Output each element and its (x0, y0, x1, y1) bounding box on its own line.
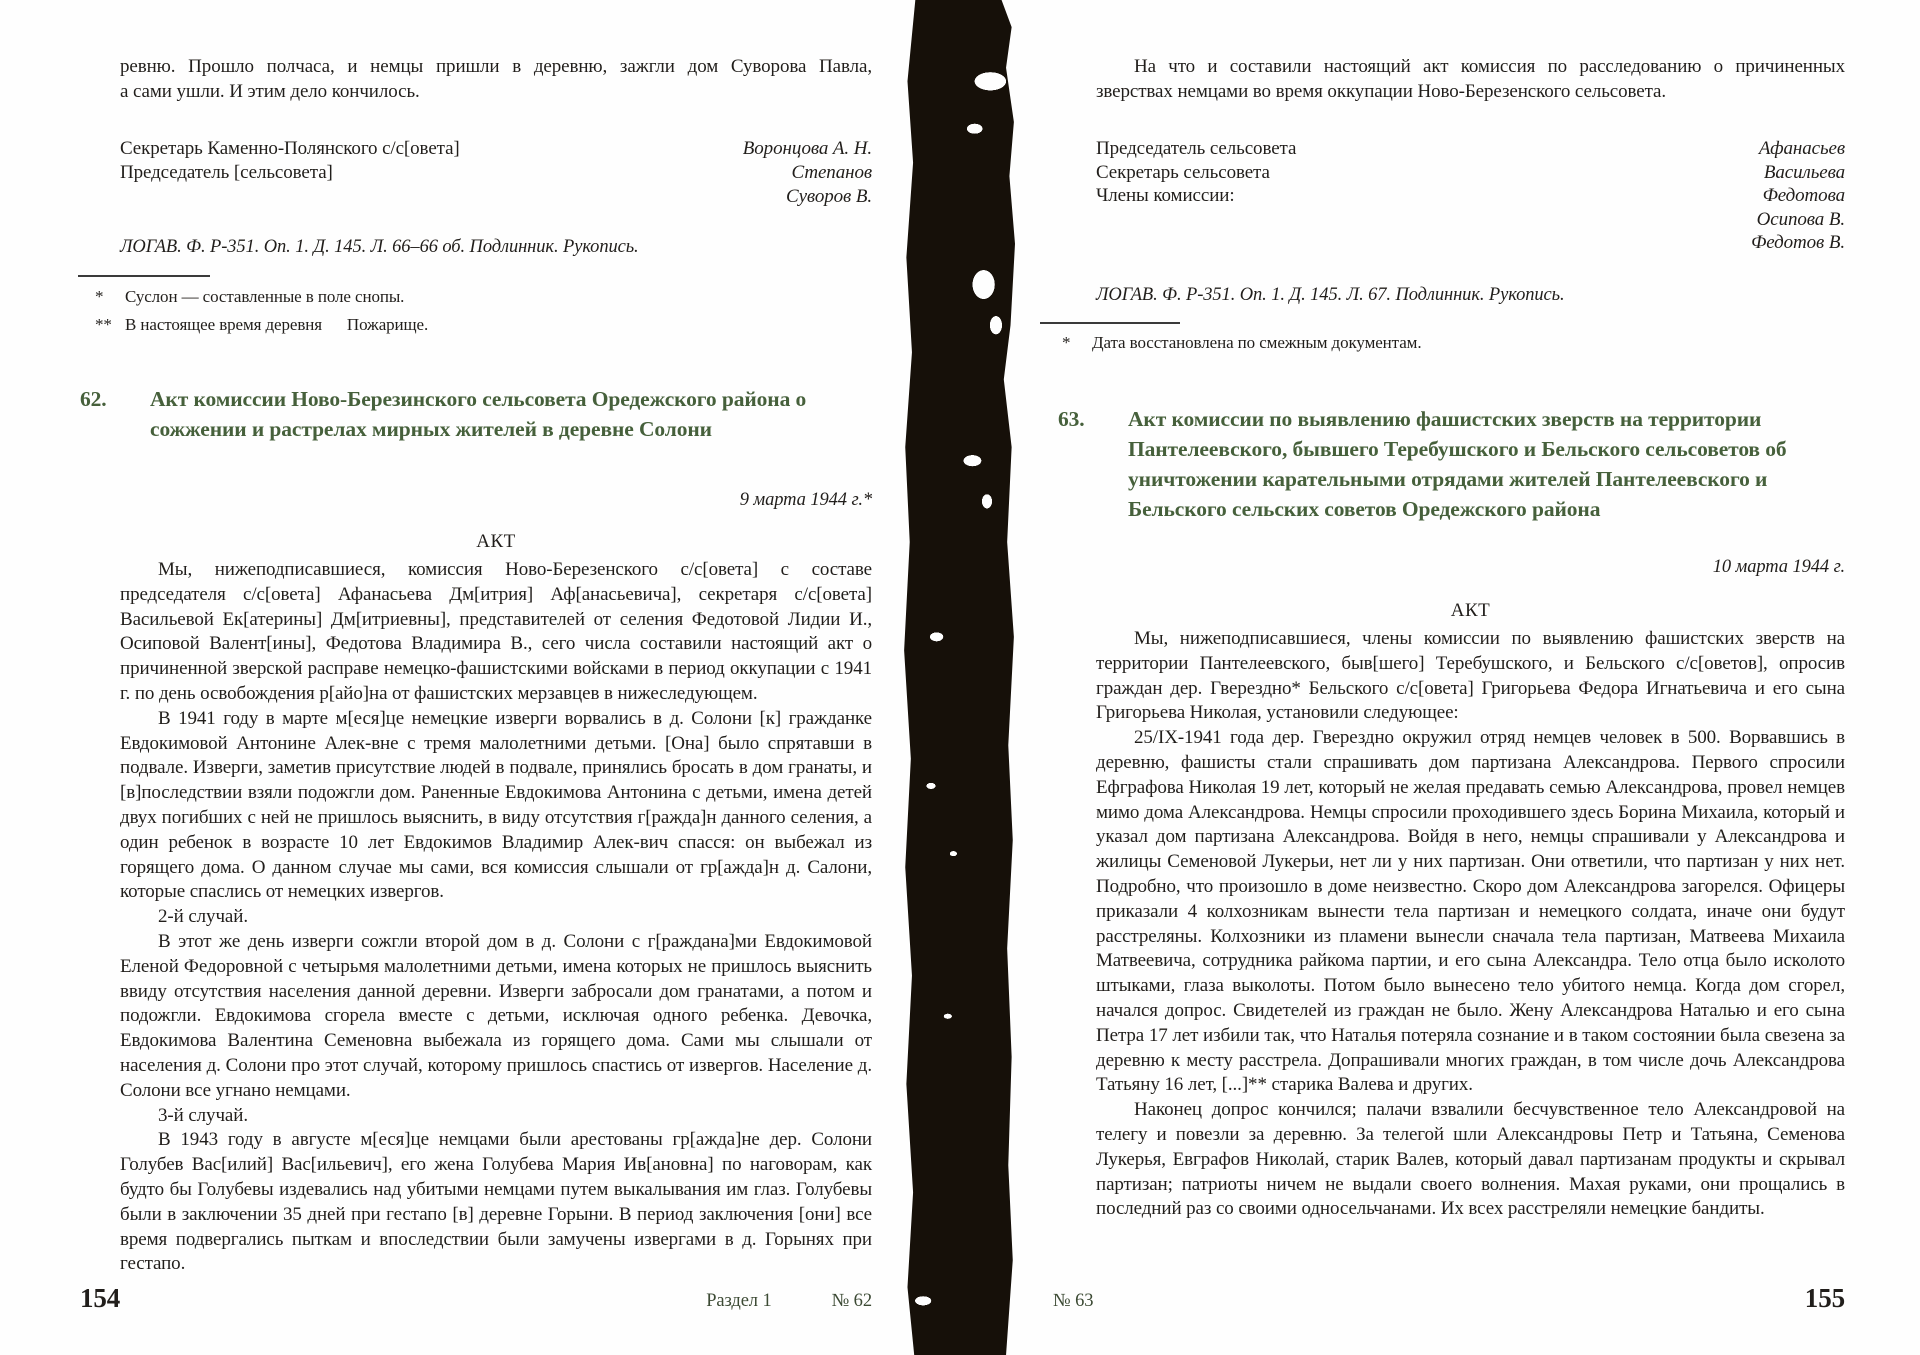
footnote-marker: * (1062, 333, 1071, 352)
document-date: 9 марта 1944 г.* (739, 490, 872, 510)
right-footnotes (1062, 334, 1762, 362)
body-paragraph: 25/IX-1941 года дер. Гверездно окружил отряд немцев человек в 500. Ворвавшись в деревню, фашисты стали спрашивать дом партизана Александрова. Первого спросили Ефграфова Николая 19 лет, который не желая предавать семью Александрова, провел немцев мимо дома Александрова. Немцы спросили проходившего здесь Борина Михаила, который и указал дом партизана Александрова. Войдя в него, немцы спрашивали у Александрова и жилицы Семеновой Лукерьи, нет ли у них партизан. Они ответили, что партизан у них нет. Подробно, что произошло в доме неизвестно. Скоро дом Александрова загорелся. Офицеры приказали 4 колхозникам вынести тела партизан и немецкого солдата, иначе они будут расстреляны. Колхозники из пламени вынесли сначала тела партизан, Матвеева Михаила Матвеевича, сотрудника райкома партии, и его сына Александра. Тело отца было исколото штыками, глаза выколоты. Потом было вынесено тело убитого немца. Когда дом сгорел, начался допрос. Свидетелей из граждан не было. Жену Александрова Наталью и его сына Петра 17 лет избили так, что Наталья потеряла сознание и в таком состоянии была свезена за деревню к месту расстрела. Допрашивали многих граждан, в том числе дочь Александрова Татьяну 16 лет, [...]** старика Валева и других. (1096, 727, 1845, 1096)
body-paragraph: Наконец допрос кончился; палачи взвалили бесчувственное тело Александровой на телегу и повезли за деревню. За телегой шли Александровы Петр и Татьяна, Семенова Лукерья, Евграфов Николай, старик Валев, который давал партизанам продукты и скрывал партизан; патриоты ничем не выдали своего волнения. Махая руками, они прощались в последний раз со своими односельчанами. Их всех расстреляли немецкие бандиты. (1096, 1099, 1845, 1220)
signature-name: Степанов (791, 162, 872, 183)
footnote-text: Дата восстановлена по смежным документам. (1092, 333, 1422, 352)
signature-row (1096, 137, 1845, 161)
signature-row (1096, 184, 1845, 208)
signature-name: Афанасьев (1758, 138, 1845, 159)
document-date: 10 марта 1944 г. (1712, 557, 1845, 577)
act-heading: АКТ (1450, 600, 1491, 621)
body-paragraph: 2-й случай. (158, 906, 248, 928)
signature-name: Осипова В. (1756, 208, 1845, 230)
footnote-marker: * (95, 287, 104, 306)
document-title: Акт комиссии Ново-Березинского сельсовета Оредежского района о сожжении и растрелах мирных жителей в деревне Солони (150, 387, 807, 441)
left-footnotes (95, 288, 795, 344)
signature-name: Федотова (1762, 185, 1845, 206)
body-paragraph: В 1941 году в марте м[еся]це немецкие изверги ворвались в д. Солони [к] гражданке Евдокимовой Антонине Алек-вне с тремя малолетними детьми. [Она] было спрятавши в подвале. Изверги, заметив присутствие людей в подвале, принялись бросать в дом гранаты, и [в]последствии взяли подожгли дом. Раненные Евдокимова Антонина с детьми, имена детей двух погибших с ней не пришлось выяснить, в виду отсутствия г[ражда]н данного селения, а один ребенок в возрасте 10 лет Евдокимов Владимир Алек-вич спасся: он выбежал из горящего дома. О данном случае мы сами, вся комиссия слышали от гр[ажда]н д. Салони, которые спаслись от немецких извергов. (120, 707, 872, 903)
archive-citation: ЛОГАВ. Ф. Р-351. Оп. 1. Д. 145. Л. 67. Подлинник. Рукопись. (1096, 285, 1565, 305)
signature-role: Секретарь сельсовета (1096, 161, 1270, 183)
right-continuation-paragraph (1096, 55, 1845, 104)
doc-ref: № 62 (831, 1291, 872, 1311)
body-paragraph: Мы, нижеподписавшиеся, комиссия Ново-Березенского с/с[овета] с составе председателя с/с[овета] Афанасьева Дм[итрия] Аф[анасьевича], секретаря с/с[овета] Васильевой Ек[атерины] Дм[итриевны], представителей от селения Федотовой Лидии И., Осиповой Валент[ины], Федотова Владимира В., сего числа составили настоящий акт о причиненной зверской расправе немецко-фашистскими войсками в период оккупации с 1941 г. по день освобождения р[айо]на от фашистских мерзавцев в нижеследующем. (120, 559, 872, 704)
footnote-text: В настоящее время деревня Пожарище. (125, 315, 429, 334)
act-heading: АКТ (476, 531, 516, 552)
signature-name: Васильева (1763, 161, 1845, 183)
signature-role: Председатель сельсовета (1096, 138, 1297, 159)
signature-name: Суворов В. (786, 186, 872, 207)
text-line: ревню. Прошло полчаса, и немцы пришли в деревню, зажгли дом Суворова Павла, (120, 56, 872, 77)
signature-row (120, 185, 872, 209)
signature-role: Председатель [сельсовета] (120, 162, 333, 183)
left-footer-refs (600, 1291, 872, 1312)
text-line: а сами ушли. И этим дело кончилось. (120, 80, 420, 102)
footnote (1062, 334, 1762, 352)
page-number: 155 (1804, 1283, 1845, 1313)
signature-role: Члены комиссии: (1096, 185, 1235, 206)
signature-row (1096, 161, 1845, 185)
footnote-rule (78, 275, 210, 277)
doc-ref: № 63 (1053, 1291, 1094, 1311)
signature-row (120, 161, 872, 185)
document-number: 63. (1058, 407, 1085, 431)
body-paragraph: Мы, нижеподписавшиеся, члены комиссии по выявлению фашистских зверств на территории Пантелеевского, быв[шего] Теребушского, и Бельского с/с[оветов], опросив граждан дер. Гверездно* Бельского с/с[овета] Григорьева Федора Игнатьевича и его сына Григорьева Николая, установили следующее: (1096, 628, 1845, 724)
left-continuation-paragraph (120, 55, 872, 104)
left-signature-block (120, 137, 872, 209)
footnote (95, 288, 795, 306)
signature-row (1096, 208, 1845, 232)
footnote-marker: ** (95, 315, 112, 334)
page-number: 154 (80, 1283, 121, 1313)
document-heading (80, 384, 872, 444)
left-document-body (120, 558, 872, 1277)
document-heading (1058, 404, 1845, 524)
signature-name: Федотов В. (1751, 232, 1845, 253)
footnote (95, 316, 795, 334)
text-line: зверствах немцами во время оккупации Ново-Березенского сельсовета. (1096, 80, 1667, 102)
archive-citation: ЛОГАВ. Ф. Р-351. Оп. 1. Д. 145. Л. 66–66 об. Подлинник. Рукопись. (120, 237, 639, 257)
signature-row (120, 137, 872, 161)
book-gutter-scan-artifact (903, 0, 1015, 1355)
right-document-body (1096, 627, 1845, 1222)
signature-role: Секретарь Каменно-Полянского с/с[овета] (120, 138, 460, 159)
footnote-rule (1040, 322, 1180, 324)
section-label: Раздел 1 (706, 1291, 772, 1311)
body-paragraph: 3-й случай. (158, 1104, 248, 1126)
footnote-text: Суслон — составленные в поле снопы. (125, 287, 405, 306)
right-signature-block (1096, 137, 1845, 255)
body-paragraph: В 1943 году в августе м[еся]це немцами были арестованы гр[ажда]не дер. Солони Голубев Вас[илий] Вас[ильевич], его жена Голубева Мария Ив[ановна] по наговорам, как будто бы Голубевы издевались над убитыми немцами путем выкалывания им глаз. Голубевы были в заключении 35 дней при гестапо [в] деревне Горыни. В период заключения [они] все время подвергались пыткам и впоследствии были замучены извергами в д. Горынях при гестапо. (120, 1129, 872, 1275)
signature-row (1096, 231, 1845, 255)
document-title: Акт комиссии по выявлению фашистских зверств на территории Пантелеевского, бывшего Теребушского и Бельского сельсоветов об уничтожении карательными отрядами жителей Пантелеевского и Бельского сельских советов Оредежского района (1128, 407, 1787, 521)
signature-name: Воронцова А. Н. (742, 138, 872, 159)
document-number: 62. (80, 387, 107, 411)
body-paragraph: В этот же день изверги сожгли второй дом в д. Солони с г[раждана]ми Евдокимовой Еленой Федоровной с четырьмя малолетними детьми, имена которых не пришлось выяснить ввиду отсутствия населения данной деревни. Изверги забросали дом гранатами, а потом и подожгли. Евдокимова сгорела вместе с детьми, исключая одного ребенка. Девочка, Евдокимова Валентина Семеновна выбежала из горящего дома. Сами мы слышали от населения д. Солони про этот случай, которому пришлось спастись от извергов. Население д. Солони все угнано немцами. (120, 930, 872, 1101)
text-line: На что и составили настоящий акт комиссия по расследованию о причиненных (1134, 56, 1845, 77)
